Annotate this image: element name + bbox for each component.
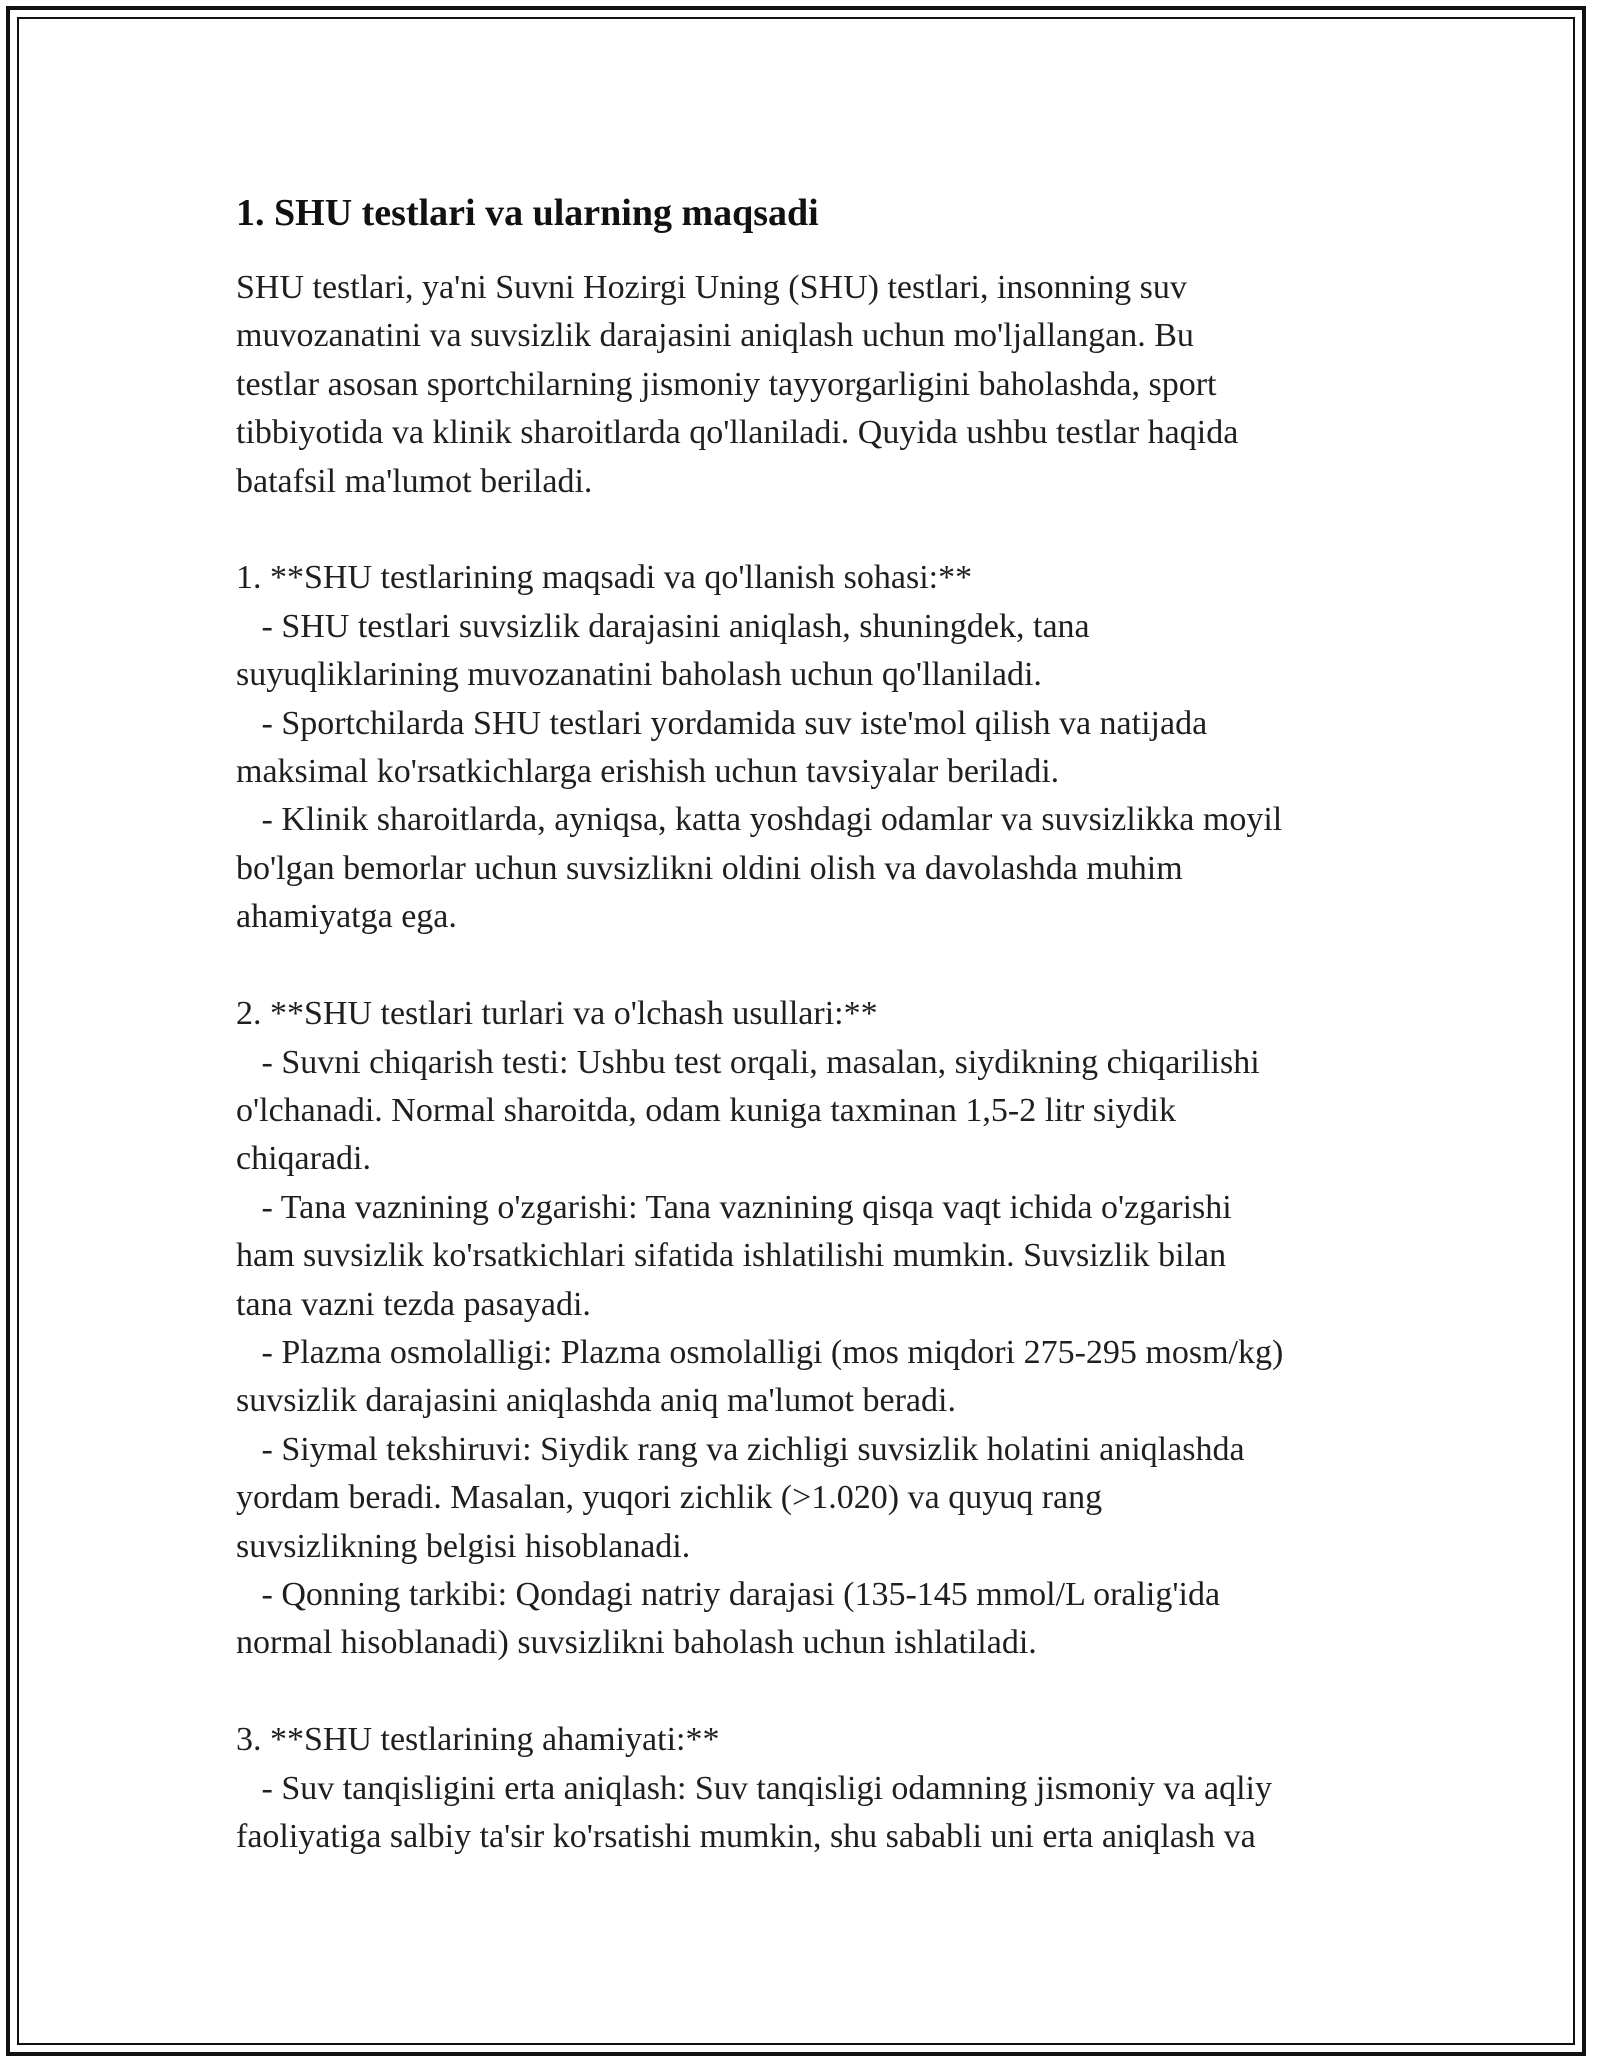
document-content: [236, 186, 1376, 1861]
document-body-text: SHU testlari, ya'ni Suvni Hozirgi Uning (SHU) testlari, insonning suv muvozanatini va suvsizlik darajasini aniqlash uchun mo'ljallangan. Bu testlar asosan sportchilarning jismoniy tayyorgarligini baholashda, sport tibbiyotida va klinik sharoitlarda qo'llaniladi. Quyida ushbu testlar haqida batafsil ma'lumot beriladi. 1. **SHU testlarining maqsadi va qo'llanish sohasi:** - SHU testlari suvsizlik darajasini aniqlash, shuningdek, tana suyuqliklarining muvozanatini baholash uchun qo'llaniladi. - Sportchilarda SHU testlari yordamida suv iste'mol qilish va natijada maksimal ko'rsatkichlarga erishish uchun tavsiyalar beriladi. - Klinik sharoitlarda, ayniqsa, katta yoshdagi odamlar va suvsizlikka moyil bo'lgan bemorlar uchun suvsizlikni oldini olish va davolashda muhim ahamiyatga ega. 2. **SHU testlari turlari va o'lchash usullari:** - Suvni chiqarish testi: Ushbu test orqali, masalan, siydikning chiqarilishi o'lchanadi. Normal sharoitda, odam kuniga taxminan 1,5-2 litr siydik chiqaradi. - Tana vaznining o'zgarishi: Tana vaznining qisqa vaqt ichida o'zgarishi ham suvsizlik ko'rsatkichlari sifatida ishlatilishi mumkin. Suvsizlik bilan tana vazni tezda pasayadi. - Plazma osmolalligi: Plazma osmolalligi (mos miqdori 275-295 mosm/kg) suvsizlik darajasini aniqlashda aniq ma'lumot beradi. - Siymal tekshiruvi: Siydik rang va zichligi suvsizlik holatini aniqlashda yordam beradi. Masalan, yuqori zichlik (>1.020) va quyuq rang suvsizlikning belgisi hisoblanadi. - Qonning tarkibi: Qondagi natriy darajasi (135-145 mmol/L oralig'ida normal hisoblanadi) suvsizlikni baholash uchun ishlatiladi. 3. **SHU testlarining ahamiyati:** - Suv tanqisligini erta aniqlash: Suv tanqisligi odamning jismoniy va aqliy faoliyatiga salbiy ta'sir ko'rsatishi mumkin, shu sababli uni erta aniqlash va: [236, 269, 1284, 1855]
document-heading: 1. SHU testlari va ularning maqsadi: [236, 192, 819, 234]
